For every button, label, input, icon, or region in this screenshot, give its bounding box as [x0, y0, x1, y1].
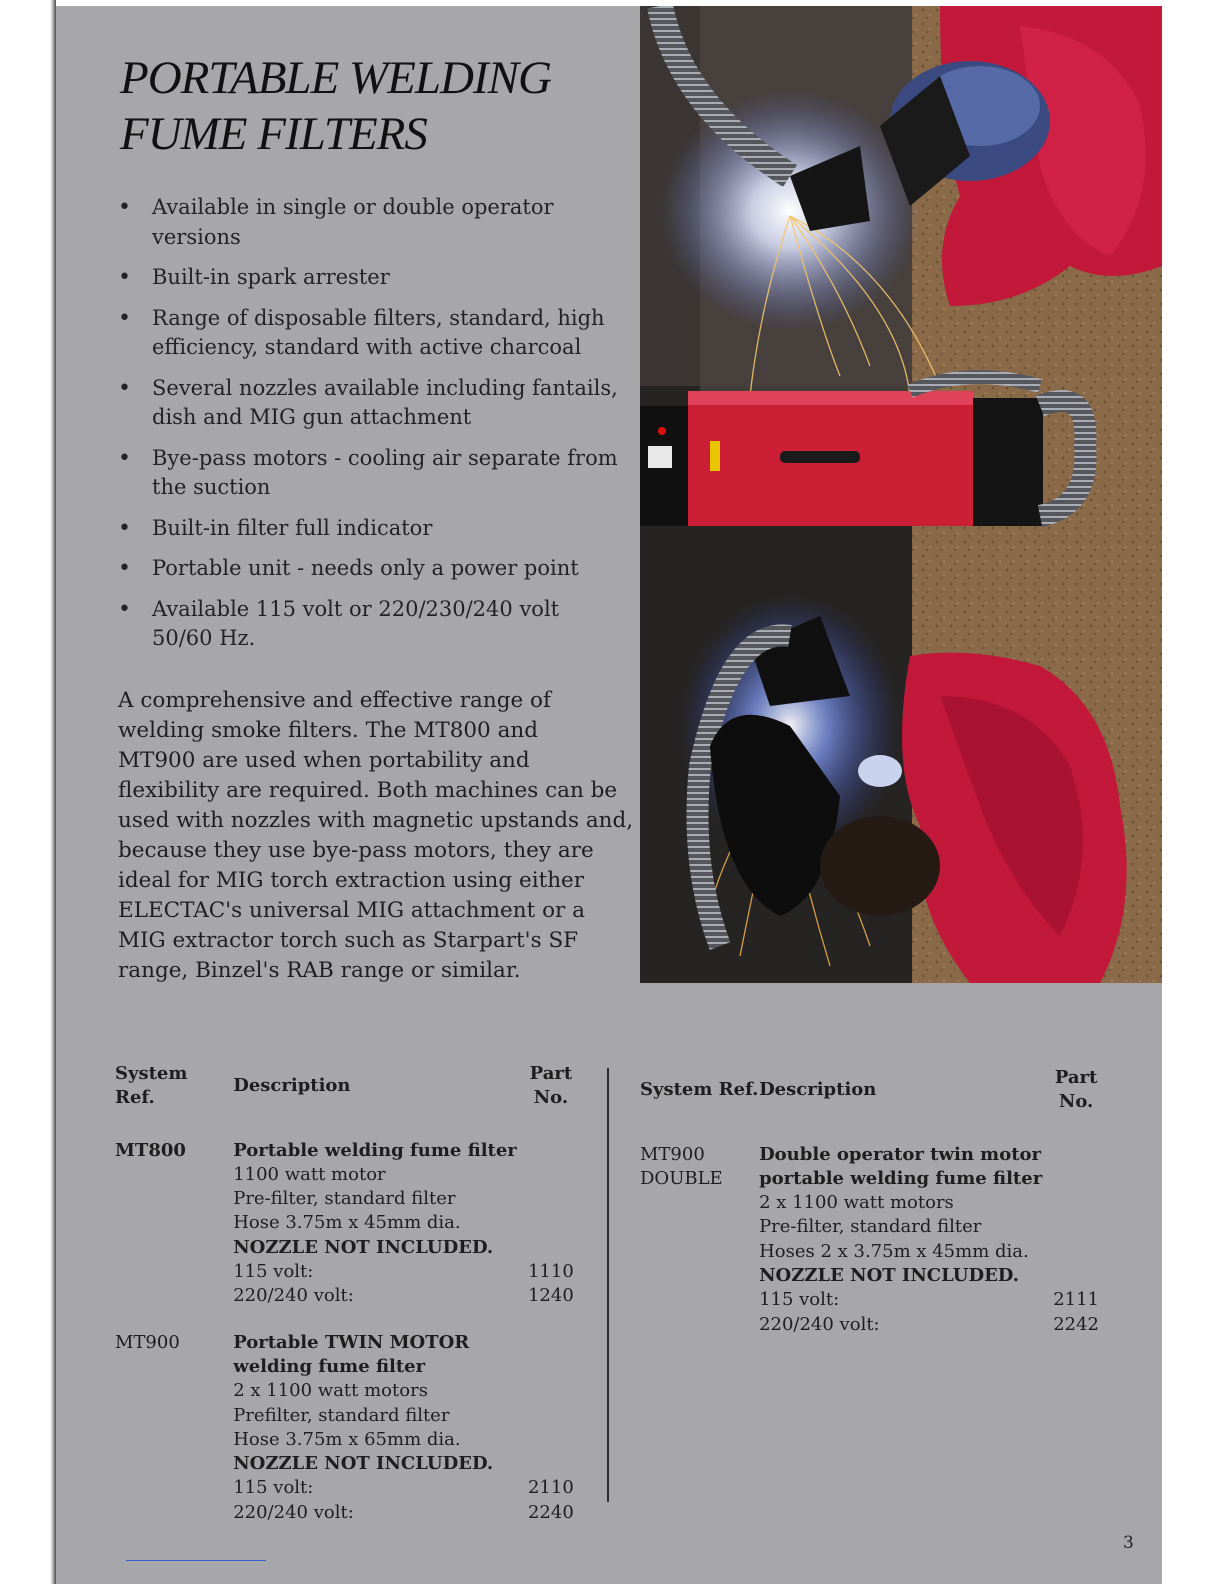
description-line: Double operator twin motor: [759, 1143, 1042, 1165]
part-no-spacer: [517, 1139, 585, 1163]
part-no-spacer: [517, 1404, 585, 1428]
description-line: Hoses 2 x 3.75m x 45mm dia.: [759, 1240, 1029, 1262]
part-no-spacer: [517, 1187, 585, 1211]
system-ref: MT900: [640, 1143, 705, 1165]
description-line: 115 volt:: [233, 1261, 314, 1283]
feature-text: 50/60 Hz.: [152, 626, 256, 650]
description-cell: [233, 1139, 517, 1331]
description-line: 1100 watt motor: [233, 1163, 386, 1185]
description-line: 115 volt:: [759, 1289, 840, 1311]
part-no-spacer: [517, 1236, 585, 1260]
welding-photo: [640, 6, 1162, 983]
intro-line: A comprehensive and effective range of: [118, 688, 551, 713]
system-ref-cell: [640, 1143, 759, 1359]
part-no-cell: [1042, 1143, 1110, 1359]
feature-text: the suction: [152, 475, 271, 499]
description-line: Hose 3.75m x 45mm dia.: [233, 1212, 461, 1234]
part-number: 2240: [527, 1501, 574, 1523]
part-no-spacer: [1042, 1264, 1110, 1288]
part-number: 1110: [527, 1261, 574, 1283]
table-divider: [607, 1068, 609, 1502]
feature-item: [118, 263, 598, 293]
footer-link-underline: [126, 1560, 266, 1561]
feature-text: dish and MIG gun attachment: [152, 405, 472, 429]
part-no-cell: [517, 1331, 585, 1547]
part-no-spacer: [517, 1211, 585, 1235]
header-part-no: Part No.: [1054, 1067, 1098, 1113]
header-part-no: Part No.: [529, 1063, 573, 1109]
description-line: 220/240 volt:: [759, 1313, 880, 1335]
part-no-spacer: [1042, 1167, 1110, 1191]
feature-item: [118, 193, 598, 252]
description-line: 220/240 volt:: [233, 1285, 354, 1307]
feature-text: efficiency, standard with active charcoal: [152, 335, 582, 359]
part-no-spacer: [517, 1331, 585, 1355]
part-number: 1240: [527, 1285, 574, 1307]
part-no-spacer: [1042, 1240, 1110, 1264]
intro-line: because they use bye-pass motors, they are: [118, 838, 594, 863]
feature-text: • Portable unit - needs only a power point: [152, 556, 579, 580]
description-line: 2 x 1100 watt motors: [759, 1192, 954, 1214]
system-ref-cell: [115, 1139, 233, 1331]
header-description: Description: [759, 1079, 877, 1101]
part-number: 2110: [527, 1477, 574, 1499]
intro-line: MIG extractor torch such as Starpart's SF: [118, 928, 579, 953]
intro-line: used with nozzles with magnetic upstands and,: [118, 808, 634, 833]
part-no-spacer: [517, 1452, 585, 1476]
feature-item: [118, 304, 605, 363]
table-header-row: [115, 1062, 585, 1139]
description-line: welding fume filter: [233, 1355, 426, 1377]
intro-line: range, Binzel's RAB range or similar.: [118, 958, 521, 983]
title-line: PORTABLE WELDING: [120, 52, 551, 104]
description-cell: [759, 1143, 1042, 1359]
parts-table-left: [115, 1062, 585, 1547]
feature-text: • Bye-pass motors - cooling air separate from: [152, 445, 618, 470]
intro-line: ELECTAC's universal MIG attachment or a: [118, 898, 585, 923]
part-no-spacer: [1042, 1215, 1110, 1239]
feature-item: [118, 444, 618, 503]
intro-paragraph: [118, 686, 634, 986]
feature-text: versions: [152, 224, 241, 249]
description-line: NOZZLE NOT INCLUDED.: [759, 1265, 1020, 1287]
page-title: [120, 50, 551, 162]
part-no-spacer: [517, 1163, 585, 1187]
feature-text: • Built-in filter full indicator: [152, 515, 433, 540]
feature-text: • Available in single or double operator: [152, 195, 554, 219]
part-no-spacer: [517, 1355, 585, 1379]
part-no-spacer: [517, 1428, 585, 1452]
description-line: Hose 3.75m x 65mm dia.: [233, 1428, 461, 1450]
part-number: 2111: [1053, 1289, 1099, 1311]
header-system-ref: System Ref.: [115, 1063, 188, 1109]
part-no-cell: [517, 1139, 585, 1331]
table-row: [640, 1143, 1110, 1359]
description-line: NOZZLE NOT INCLUDED.: [233, 1236, 494, 1258]
system-ref: MT800: [115, 1139, 186, 1161]
description-line: portable welding fume filter: [759, 1167, 1043, 1189]
feature-item: [118, 595, 598, 654]
welding-photo-illustration: [640, 6, 1162, 983]
description-line: Pre-filter, standard filter: [233, 1188, 456, 1210]
table-header-row: [640, 1066, 1110, 1143]
description-line: Prefilter, standard filter: [233, 1404, 450, 1426]
description-line: Portable TWIN MOTOR: [233, 1331, 470, 1353]
header-description: Description: [233, 1075, 351, 1097]
part-number: 2242: [1053, 1313, 1099, 1335]
description-line: 115 volt:: [233, 1477, 314, 1499]
feature-list: [118, 193, 618, 665]
intro-line: flexibility are required. Both machines can be: [118, 778, 618, 803]
feature-item: [118, 554, 598, 584]
part-no-spacer: [1042, 1191, 1110, 1215]
description-cell: [233, 1331, 517, 1547]
description-line: 2 x 1100 watt motors: [233, 1380, 428, 1402]
intro-line: ideal for MIG torch extraction using either: [118, 868, 585, 893]
title-line: FUME FILTERS: [120, 108, 427, 160]
page-number: 3: [1123, 1533, 1134, 1553]
description-line: NOZZLE NOT INCLUDED.: [233, 1453, 494, 1475]
feature-text: • Several nozzles available including fantails,: [152, 375, 618, 400]
system-ref-cell: [115, 1331, 233, 1547]
feature-item: [118, 374, 618, 433]
parts-table-right: [640, 1066, 1110, 1359]
description-line: Pre-filter, standard filter: [759, 1216, 982, 1238]
intro-line: welding smoke filters. The MT800 and: [118, 718, 538, 743]
header-system-ref: System Ref.: [640, 1079, 759, 1101]
feature-text: • Range of disposable filters, standard, high: [152, 305, 605, 330]
welding-glove: [858, 755, 902, 787]
table-row: [115, 1139, 585, 1331]
feature-text: • Built-in spark arrester: [152, 265, 390, 289]
feature-item: [118, 514, 598, 544]
description-line: 220/240 volt:: [233, 1501, 354, 1523]
intro-line: MT900 are used when portability and: [118, 748, 530, 773]
part-no-spacer: [517, 1379, 585, 1403]
system-ref: DOUBLE: [640, 1167, 723, 1189]
feature-text: • Available 115 volt or 220/230/240 volt: [152, 596, 560, 621]
table-row: [115, 1331, 585, 1547]
system-ref: MT900: [115, 1331, 180, 1353]
part-no-spacer: [1042, 1143, 1110, 1167]
description-line: Portable welding fume filter: [233, 1139, 517, 1161]
